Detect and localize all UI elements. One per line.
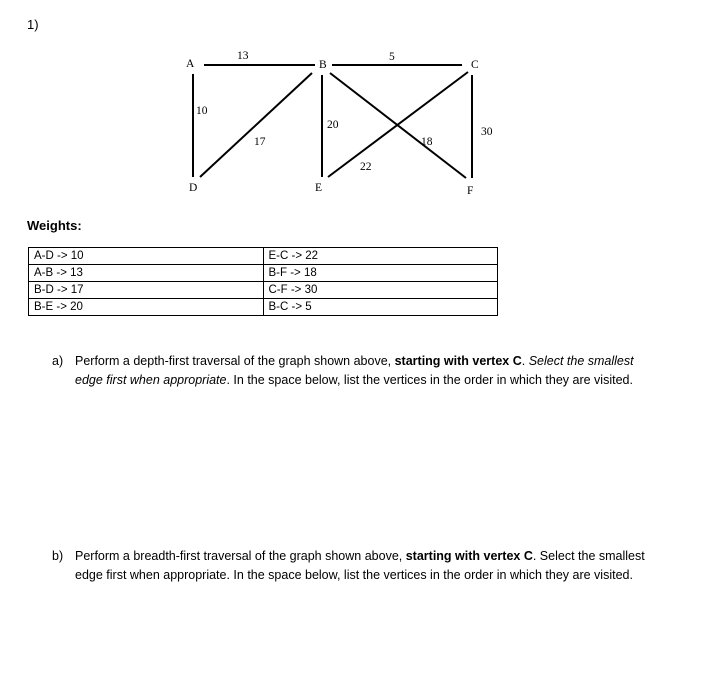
question-b-start-vertex: starting with vertex C	[405, 549, 533, 563]
table-cell: A-D -> 10	[29, 248, 264, 265]
table-row	[29, 265, 498, 282]
table-row	[29, 248, 498, 265]
weight-label-a-b: 13	[237, 50, 249, 62]
weight-label-c-f: 30	[481, 126, 493, 138]
table-cell: E-C -> 22	[263, 248, 498, 265]
weight-label-a-d: 10	[196, 105, 208, 117]
vertex-label-d: D	[189, 182, 198, 194]
table-cell: C-F -> 30	[263, 282, 498, 299]
question-number: 1)	[27, 17, 39, 32]
question-a	[52, 352, 652, 390]
question-a-edge-rule: Select the smallest edge first when appropriate	[75, 354, 634, 387]
question-a-text: Perform a depth-first traversal of the graph shown above, starting with vertex C. Select the smallest edge first when appropriate. In the space below, list the vertices in the order in which they are visited.	[75, 354, 634, 387]
question-b-text: Perform a breadth-first traversal of the graph shown above, starting with vertex C. Select the smallest edge first when appropriate. In the space below, list the vertices in the order in which they are visited.	[75, 549, 645, 582]
question-a-label: a)	[52, 354, 64, 368]
table-cell: B-E -> 20	[29, 299, 264, 316]
table-row	[29, 299, 498, 316]
vertex-label-a: A	[186, 58, 195, 70]
table-cell: B-F -> 18	[263, 265, 498, 282]
graph-diagram	[0, 0, 722, 215]
vertex-label-b: B	[319, 59, 327, 71]
weight-label-b-f: 18	[421, 136, 433, 148]
vertex-label-e: E	[315, 182, 323, 194]
vertex-label-f: F	[467, 185, 474, 197]
vertex-label-c: C	[471, 59, 479, 71]
question-b	[52, 547, 652, 585]
question-a-start-vertex: starting with vertex C	[394, 354, 522, 368]
question-b-label: b)	[52, 549, 64, 563]
table-cell: B-C -> 5	[263, 299, 498, 316]
weights-table	[28, 247, 498, 316]
weight-label-b-e: 20	[327, 119, 339, 131]
table-row	[29, 282, 498, 299]
weight-label-b-c: 5	[389, 51, 395, 63]
weight-label-b-d: 17	[254, 136, 266, 148]
table-cell: A-B -> 13	[29, 265, 264, 282]
weights-title: Weights:	[27, 218, 82, 233]
weight-label-e-c: 22	[360, 161, 372, 173]
edge-b-d	[200, 73, 312, 177]
table-cell: B-D -> 17	[29, 282, 264, 299]
